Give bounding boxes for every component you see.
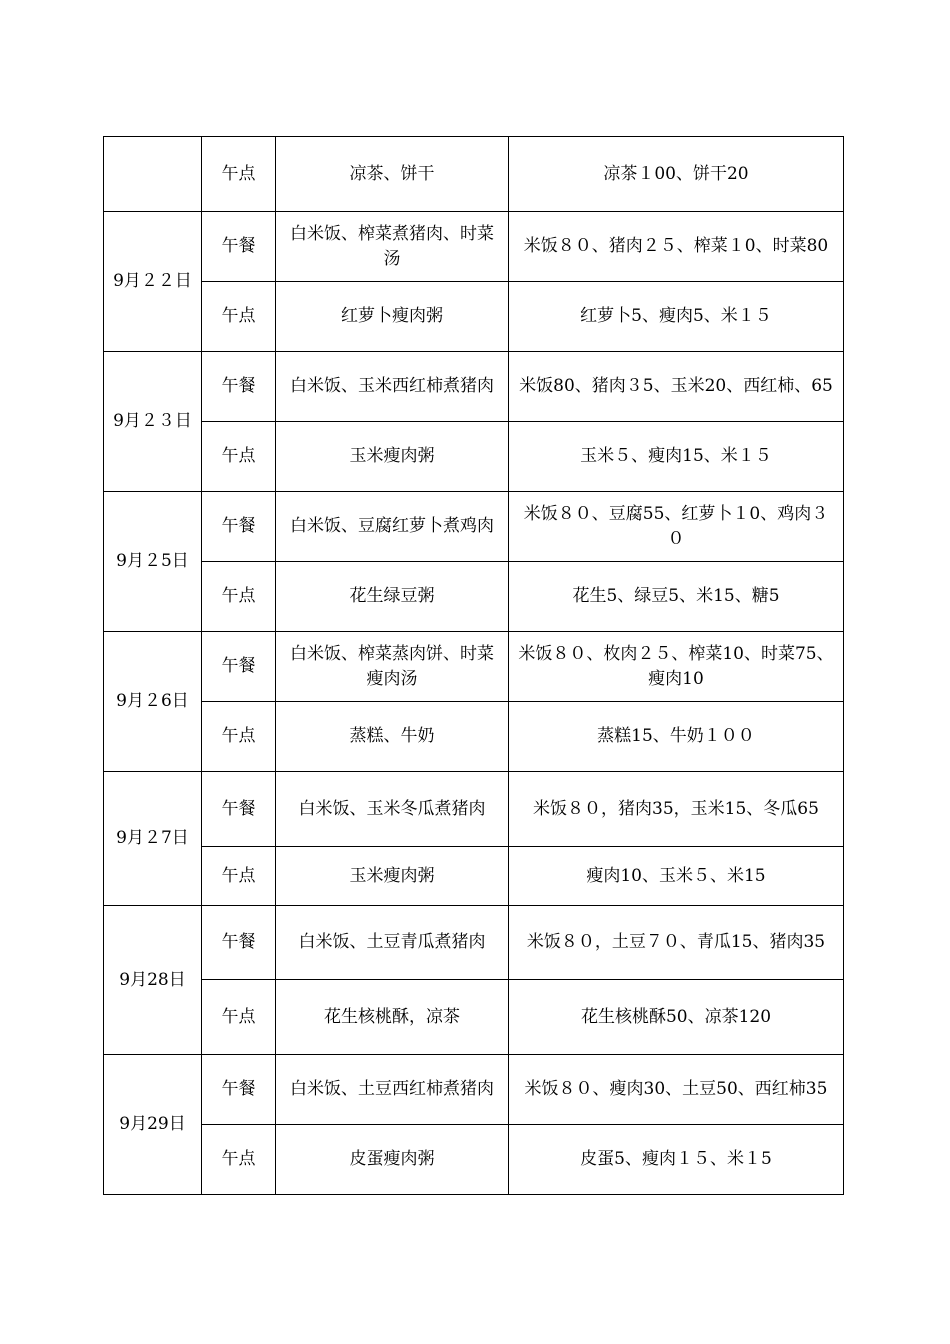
dish-cell: 花生核桃酥，凉茶: [276, 980, 509, 1055]
meal-type-cell: 午点: [202, 847, 276, 906]
quantity-cell: 凉茶１00、饼干20: [509, 137, 844, 212]
table-row: [104, 772, 844, 847]
quantity-cell: 米饭８０、猪肉２５、榨菜１0、时菜80: [509, 212, 844, 282]
meal-type-cell: 午餐: [202, 492, 276, 562]
table-row: [104, 702, 844, 772]
quantity-cell: 米饭８０，猪肉35，玉米15、冬瓜65: [509, 772, 844, 847]
dish-cell: 白米饭、土豆西红柿煮猪肉: [276, 1055, 509, 1125]
dish-cell: 白米饭、榨菜煮猪肉、时菜汤: [276, 212, 509, 282]
quantity-cell: 瘦肉10、玉米５、米15: [509, 847, 844, 906]
date-cell: 9月２6日: [104, 632, 202, 772]
meal-type-cell: 午点: [202, 1125, 276, 1195]
date-cell: 9月28日: [104, 906, 202, 1055]
meal-type-cell: 午餐: [202, 632, 276, 702]
date-cell: 9月２7日: [104, 772, 202, 906]
quantity-cell: 米饭８０、瘦肉30、土豆50、西红柿35: [509, 1055, 844, 1125]
dish-cell: 白米饭、土豆青瓜煮猪肉: [276, 906, 509, 980]
dish-cell: 蒸糕、牛奶: [276, 702, 509, 772]
quantity-cell: 红萝卜5、瘦肉5、米１５: [509, 282, 844, 352]
meal-type-cell: 午点: [202, 702, 276, 772]
meal-type-cell: 午点: [202, 562, 276, 632]
dish-cell: 红萝卜瘦肉粥: [276, 282, 509, 352]
dish-cell: 白米饭、玉米西红柿煮猪肉: [276, 352, 509, 422]
dish-cell: 白米饭、豆腐红萝卜煮鸡肉: [276, 492, 509, 562]
dish-cell: 玉米瘦肉粥: [276, 847, 509, 906]
table-row: [104, 212, 844, 282]
meal-type-cell: 午餐: [202, 772, 276, 847]
quantity-cell: 米饭８０，土豆７０、青瓜15、猪肉35: [509, 906, 844, 980]
meal-type-cell: 午点: [202, 137, 276, 212]
dish-cell: 皮蛋瘦肉粥: [276, 1125, 509, 1195]
table-row: [104, 1055, 844, 1125]
dish-cell: 花生绿豆粥: [276, 562, 509, 632]
menu-table: [103, 136, 844, 1195]
meal-type-cell: 午餐: [202, 1055, 276, 1125]
meal-type-cell: 午点: [202, 422, 276, 492]
date-cell: 9月２３日: [104, 352, 202, 492]
table-row: [104, 422, 844, 492]
table-row: [104, 906, 844, 980]
meal-type-cell: 午餐: [202, 906, 276, 980]
dish-cell: 白米饭、榨菜蒸肉饼、时菜瘦肉汤: [276, 632, 509, 702]
quantity-cell: 蒸糕15、牛奶１００: [509, 702, 844, 772]
quantity-cell: 皮蛋5、瘦肉１５、米１5: [509, 1125, 844, 1195]
quantity-cell: 米饭８０、枚肉２５、榨菜10、时菜75、瘦肉10: [509, 632, 844, 702]
quantity-cell: 米饭80、猪肉３5、玉米20、西红柿、65: [509, 352, 844, 422]
table-row: [104, 847, 844, 906]
date-cell: [104, 137, 202, 212]
table-row: [104, 137, 844, 212]
dish-cell: 白米饭、玉米冬瓜煮猪肉: [276, 772, 509, 847]
meal-type-cell: 午点: [202, 282, 276, 352]
table-row: [104, 1125, 844, 1195]
meal-type-cell: 午餐: [202, 352, 276, 422]
table-row: [104, 980, 844, 1055]
table-row: [104, 562, 844, 632]
table-row: [104, 282, 844, 352]
meal-type-cell: 午点: [202, 980, 276, 1055]
table-row: [104, 352, 844, 422]
quantity-cell: 米饭８０、豆腐55、红萝卜１0、鸡肉３０: [509, 492, 844, 562]
table-row: [104, 492, 844, 562]
meal-type-cell: 午餐: [202, 212, 276, 282]
date-cell: 9月29日: [104, 1055, 202, 1195]
date-cell: 9月２5日: [104, 492, 202, 632]
dish-cell: 玉米瘦肉粥: [276, 422, 509, 492]
date-cell: 9月２２日: [104, 212, 202, 352]
dish-cell: 凉茶、饼干: [276, 137, 509, 212]
quantity-cell: 花生5、绿豆5、米15、糖5: [509, 562, 844, 632]
quantity-cell: 玉米５、瘦肉15、米１５: [509, 422, 844, 492]
table-row: [104, 632, 844, 702]
quantity-cell: 花生核桃酥50、凉茶120: [509, 980, 844, 1055]
